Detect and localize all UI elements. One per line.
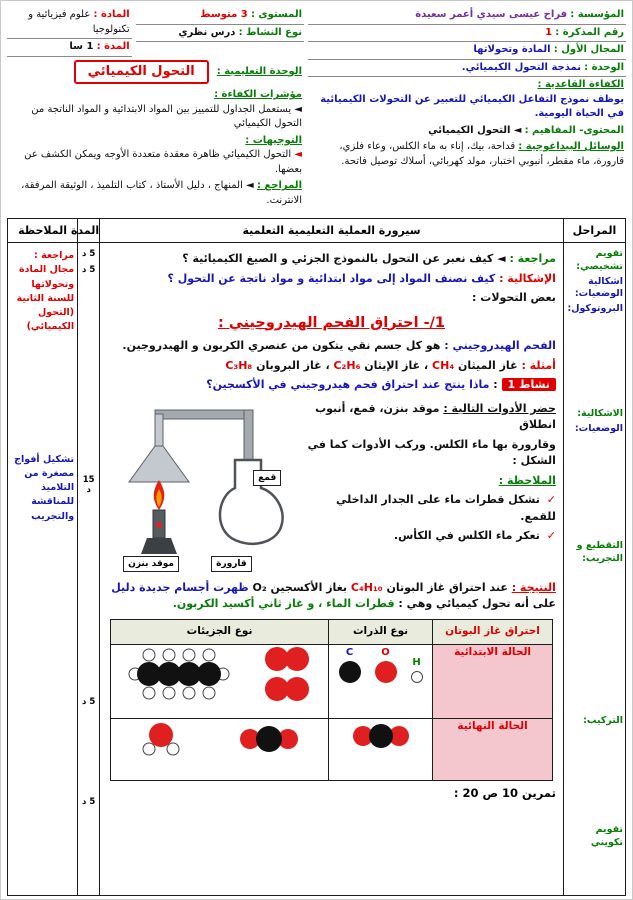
checkmark-icon: ✓ <box>546 493 556 507</box>
table-header-row <box>8 219 626 243</box>
result-seg-4: على أنه تحول كيميائي وهي : <box>398 597 556 611</box>
time-item: 5 د <box>82 265 96 275</box>
institution-label: المؤسسة : <box>570 9 624 20</box>
header-far-left-column <box>7 7 132 57</box>
activity-colon: : <box>493 378 498 392</box>
hydrocarbon-text: هو كل جسم نقي يتكون من عنصري الكربون و الهيدروجين. <box>122 339 441 353</box>
triangle-bullet-icon: ◄ <box>513 124 522 136</box>
competency-value: يوظف نموذج التفاعل الكيميائي للتعبير عن التحولات الكيميائية في الحياة اليومية. <box>320 93 624 119</box>
propane-formula: C₃H₈ <box>225 358 253 372</box>
observation-item-1 <box>307 492 556 525</box>
oxygen-symbol: O <box>381 646 390 658</box>
references-section <box>7 178 304 209</box>
note-review: مراجعة : مجال المادة وتحولاتها للسنة الثانية (التحول الكيميائي) <box>16 250 75 333</box>
dioxygen-molecules <box>262 645 312 703</box>
carbon-atom-icon <box>339 661 361 683</box>
level-label: المستوى : <box>250 9 302 20</box>
pedagogical-tools-label: الوسائل البيداغوجية : <box>518 141 624 152</box>
activity-type-value: درس نظري <box>178 26 236 38</box>
dioxygen-formula: O₂ <box>252 580 267 594</box>
stage-item: الاشكالية: <box>577 408 623 420</box>
content-concepts-value: التحول الكيميائي <box>428 124 511 136</box>
memo-number-label: رقم المذكرة : <box>555 26 624 38</box>
activity-type-label: نوع النشاط : <box>238 26 302 38</box>
stage-item: الوضعيات: <box>574 422 623 434</box>
observation-item-2 <box>307 528 556 545</box>
co2-molecule-icon <box>349 719 413 753</box>
subject-row <box>7 7 132 39</box>
memo-number-row <box>308 25 626 43</box>
carbon-atom <box>339 645 361 683</box>
example-ethane: غاز الإيثان <box>364 358 421 372</box>
header-top-rows <box>7 7 304 57</box>
tools-line-2: وقارورة بها ماء الكلس. وركب الأدوات كما في الشكل : <box>307 437 556 468</box>
indicators-section <box>7 87 304 133</box>
institution-row <box>308 7 626 25</box>
domain-label: المجال الأول : <box>553 44 624 55</box>
guidelines-value: التحول الكيميائي ظاهرة معقدة متعددة الأوجه ويمكن الكشف عن بعضها. <box>24 149 302 175</box>
competency-label: الكفاءة القاعدية : <box>537 79 624 90</box>
funnel-stem <box>155 414 163 448</box>
final-state-label: الحالة النهائية <box>433 718 553 780</box>
burner-base <box>141 538 177 554</box>
stages-column <box>563 243 625 896</box>
level-value: 3 متوسط <box>200 9 248 20</box>
references-value: المنهاج ، دليل الأستاذ ، كتاب التلميذ ، الوثيقة المرفقة، الانترنت. <box>21 180 302 206</box>
result-label: النتيجة : <box>511 580 556 594</box>
domain-value: المادة وتحولاتها <box>473 44 551 55</box>
header-middle-column <box>136 7 304 57</box>
guidelines-section <box>7 133 304 179</box>
duration-row <box>7 39 132 57</box>
atoms-header: نوع الذرات <box>329 619 433 644</box>
reaction-header: احتراق غاز البوتان <box>433 619 553 644</box>
experiment-diagram <box>107 398 297 576</box>
level-row <box>136 7 304 25</box>
observation-1-text: تشكل قطرات ماء على الجدار الداخلي للقمع. <box>336 493 556 523</box>
content-concepts-label: المحتوى- المفاهيم : <box>524 124 624 136</box>
observation-heading <box>307 473 556 490</box>
burner-label: موقد بنزن <box>123 556 179 572</box>
problem-label: الإشكالية : <box>499 271 556 285</box>
result-seg-5: قطرات الماء ، و غاز ثاني أكسيد الكربون. <box>172 597 395 611</box>
dioxygen-molecule-icon <box>262 645 312 673</box>
review-label: مراجعة : <box>509 252 556 265</box>
experiment-text <box>307 398 556 576</box>
hydrogen-atom <box>411 655 423 683</box>
tools-line1-value: موقد بنزن، قمع، أنبوب انطلاق <box>315 401 556 432</box>
hydrogen-atom-icon <box>411 671 423 683</box>
flask-label: قارورة <box>211 556 252 572</box>
duration-value: 1 سا <box>69 41 94 52</box>
unit-value: نمذجة التحول الكيميائي. <box>461 61 581 73</box>
competency-row <box>308 77 626 123</box>
separator: ، <box>424 358 429 372</box>
oxygen-atom-icon <box>375 661 397 683</box>
final-atoms-cell <box>329 718 433 780</box>
experiment-block <box>107 398 556 576</box>
triangle-bullet-icon: ◄ <box>497 252 506 265</box>
teaching-unit-row <box>7 57 304 88</box>
tube <box>155 410 253 419</box>
col-header-time: المدة <box>78 219 100 243</box>
methane-formula: CH₄ <box>432 358 455 372</box>
tools-line1-label: حضر الأدوات التالية : <box>443 401 556 415</box>
triangle-bullet-icon: ◄ <box>294 149 302 161</box>
stage-item: تقويم تشخيصي: <box>576 248 623 272</box>
separator: ، <box>325 358 330 372</box>
example-propane: غاز البروبان <box>256 358 322 372</box>
examples-line <box>107 358 556 375</box>
triangle-bullet-icon: ◄ <box>246 180 254 192</box>
activity-type-row <box>136 25 304 43</box>
time-column <box>78 243 100 896</box>
funnel-label: قمع <box>253 470 281 486</box>
stage-item: البروتوكول: <box>567 303 623 315</box>
memo-number-value: 1 <box>545 26 553 38</box>
time-item: 5 د <box>82 697 96 707</box>
subject-value: علوم فيزيائية و تكنولوجيا <box>28 9 130 35</box>
hydrogen-symbol: H <box>412 656 421 668</box>
stage-item: التركيب: <box>583 715 623 727</box>
col-header-note: الملاحظة <box>8 219 78 243</box>
activity-question: ماذا ينتج عند احتراق فحم هيدروجيني في الأكسجين؟ <box>206 378 490 392</box>
initial-state-row <box>111 644 553 718</box>
col-header-process: سيرورة العملية التعليمية التعلمية <box>100 219 564 243</box>
molecules-header: نوع الجزيئات <box>111 619 329 644</box>
carbon-symbol: C <box>345 646 354 658</box>
molecule-table-header <box>111 619 553 644</box>
stage-item: تقويم تكويني <box>590 824 623 848</box>
apparatus-drawing <box>107 398 297 576</box>
header-right-column <box>308 7 626 215</box>
final-molecules-cell <box>111 718 329 780</box>
result-seg-2: بغاز الأكسجين <box>270 580 348 594</box>
butane-molecule-icon <box>127 646 231 702</box>
subject-label: المادة : <box>93 9 130 20</box>
indicators-label: مؤشرات الكفاءة : <box>214 89 302 101</box>
transformations-heading: بعض التحولات : <box>472 291 556 304</box>
problem-question: كيف نصنف المواد إلى مواد ابتدائية و مواد ناتجة عن التحول ؟ <box>167 271 496 285</box>
unit-label: الوحدة : <box>584 61 624 73</box>
review-line <box>107 251 556 268</box>
exercise-reference: تمرين 10 ص 20 : <box>453 785 556 800</box>
observation-2-text: تعكر ماء الكلس في الكأس. <box>393 529 540 543</box>
stage-item: اشكالية الوضعيات: <box>574 275 623 300</box>
col-header-stages: المراحل <box>563 219 625 243</box>
activity-line <box>107 377 556 394</box>
review-question: كيف نعبر عن التحول بالنموذج الجزئي و الصيغ الكيميائية ؟ <box>182 252 494 265</box>
molecule-table <box>110 619 553 781</box>
triangle-bullet-icon: ◄ <box>294 103 302 115</box>
references-label: المراجع : <box>256 180 302 192</box>
lesson-title-box: التحول الكيميائي <box>74 60 209 85</box>
process-column <box>100 243 564 896</box>
time-item: 15 د <box>82 475 95 495</box>
section-title: 1/- احتراق الفحم الهيدروجيني : <box>218 314 446 331</box>
co2-molecule-icon <box>236 721 302 757</box>
note-groups: تشكيل أفواج مصغرة من التلاميذ للمناقشة والتجريب <box>14 453 75 522</box>
time-item: 5 د <box>82 797 96 807</box>
example-methane: غاز الميثان <box>458 358 518 372</box>
examples-label: أمثلة : <box>521 358 556 372</box>
burner-valve <box>156 522 162 528</box>
result-seg-3: ظهرت أجسام جديدة دليل <box>111 580 249 594</box>
initial-atoms-cell <box>329 644 433 718</box>
time-item: 5 د <box>82 249 96 259</box>
butane-formula: C₄H₁₀ <box>350 580 383 594</box>
observation-label: الملاحظة : <box>498 473 556 487</box>
domain-row <box>308 42 626 60</box>
final-state-row <box>111 718 553 780</box>
oxygen-atom <box>375 645 397 683</box>
note-column <box>8 243 78 896</box>
institution-value: فراح عيسى سيدي أعمر سعيدة <box>415 9 568 20</box>
dioxygen-molecule-icon <box>262 675 312 703</box>
table-body-row <box>8 243 626 896</box>
hydrocarbon-label: الفحم الهيدروجيني : <box>444 339 556 353</box>
result-seg-1: عند احتراق غاز البوتان <box>386 580 508 594</box>
hydrocarbon-definition <box>107 338 556 355</box>
result-paragraph <box>107 580 556 613</box>
pedagogical-tools-value: قداحة، بيك، إناء به ماء الكلس، وعاء فلزي، قارورة، ماء مقطر، أنبوبي اختبار، مولد كهربائي، أسلاك توصيل فاتحة. <box>339 141 624 167</box>
funnel-shape <box>129 446 189 482</box>
guidelines-label: التوجيهات : <box>245 134 302 146</box>
content-concepts-row <box>308 123 626 140</box>
checkmark-icon: ✓ <box>546 529 556 543</box>
teaching-unit-label: الوحدة التعليمية : <box>216 65 302 77</box>
water-molecule-icon <box>137 719 185 759</box>
activity-badge: نشاط 1 <box>502 378 556 391</box>
ethane-formula: C₂H₆ <box>333 358 361 372</box>
initial-state-label: الحالة الابتدائية <box>433 644 553 718</box>
indicators-value: يستعمل الجداول للتمييز بين المواد الابتدائية و المواد الناتجة من التحول الكيميائي <box>31 103 302 130</box>
tools-line-1 <box>307 401 556 434</box>
stage-item: التقطيع و التجريب: <box>576 539 623 564</box>
duration-label: المدة : <box>96 41 130 52</box>
header-section <box>7 7 626 215</box>
unit-row <box>308 60 626 78</box>
header-left-wrap <box>7 7 304 215</box>
pedagogical-tools-row <box>308 139 626 170</box>
problem-line <box>107 271 556 288</box>
lesson-process-table <box>7 218 626 896</box>
initial-molecules-cell <box>111 644 329 718</box>
